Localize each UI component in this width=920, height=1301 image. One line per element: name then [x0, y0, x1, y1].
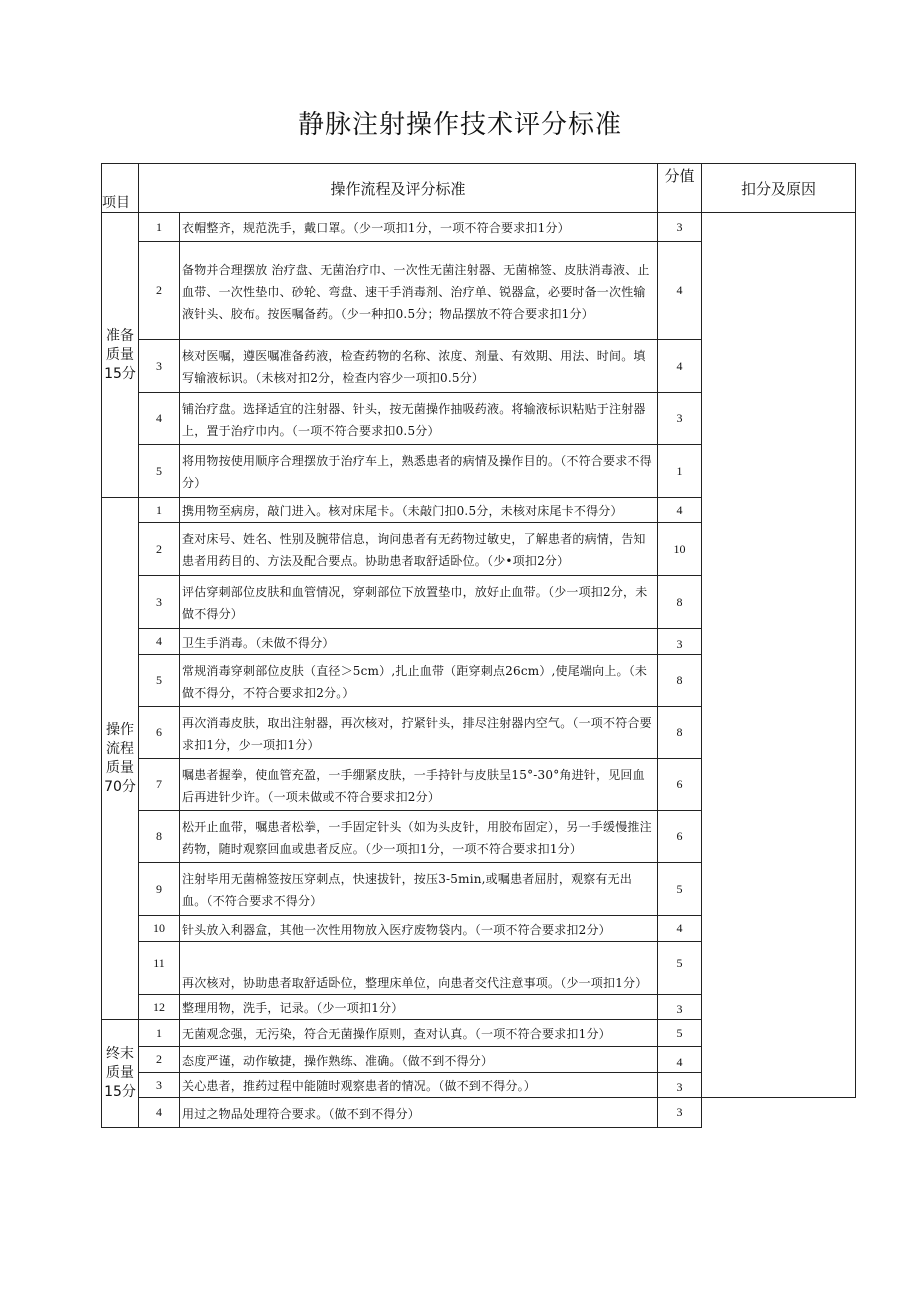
row-score: 4 — [658, 242, 702, 340]
row-number: 5 — [139, 655, 180, 707]
row-criteria: 无菌观念强，无污染，符合无菌操作原则，查对认真。（一项不符合要求扣1分） — [180, 1020, 658, 1047]
row-criteria: 关心患者，推药过程中能随时观察患者的情况。（做不到不得分。） — [180, 1073, 658, 1098]
row-criteria: 核对医嘱，遵医嘱准备药液，检查药物的名称、浓度、剂量、有效期、用法、时间。填写输液标识。（未核对扣2分，检查内容少一项扣0.5分） — [180, 340, 658, 393]
row-criteria: 将用物按使用顺序合理摆放于治疗车上，熟悉患者的病情及操作目的。（不符合要求不得分） — [180, 445, 658, 498]
row-criteria: 松开止血带，嘱患者松拳，一手固定针头（如为头皮针，用胶布固定），另一手缓慢推注药物，随时观察回血或患者反应。（少一项扣1分，一项不符合要求扣1分） — [180, 811, 658, 863]
row-score: 4 — [658, 340, 702, 393]
row-number: 12 — [139, 995, 180, 1020]
row-score: 5 — [658, 863, 702, 916]
row-score: 4 — [658, 916, 702, 942]
row-criteria: 评估穿刺部位皮肤和血管情况，穿刺部位下放置垫巾，放好止血带。（少一项扣2分，未做不得分） — [180, 576, 658, 629]
row-criteria: 备物并合理摆放 治疗盘、无菌治疗巾、一次性无菌注射器、无菌棉签、皮肤消毒液、止血带、一次性垫巾、砂轮、弯盘、速干手消毒剂、治疗单、锐器盒，必要时备一次性输液针头、胶布。按医嘱备药。（少一种扣0.5分；物品摆放不符合要求扣1分） — [180, 242, 658, 340]
row-number: 7 — [139, 759, 180, 811]
row-number: 1 — [139, 498, 180, 523]
row-number: 2 — [139, 523, 180, 576]
scoring-table — [101, 163, 856, 1128]
section-label-final: 终末质量15分 — [102, 1020, 139, 1128]
section-label-preparation: 准备质量15分 — [102, 213, 139, 498]
row-criteria: 常规消毒穿刺部位皮肤（直径＞5cm）,扎止血带（距穿刺点26cm）,使尾端向上。（未做不得分，不符合要求扣2分。） — [180, 655, 658, 707]
row-criteria: 携用物至病房，敲门进入。核对床尾卡。（未敲门扣0.5分，未核对床尾卡不得分） — [180, 498, 658, 523]
row-number: 6 — [139, 707, 180, 759]
row-criteria: 注射毕用无菌棉签按压穿刺点，快速拔针，按压3-5min,或嘱患者屈肘，观察有无出血。（不符合要求不得分） — [180, 863, 658, 916]
row-score: 5 — [658, 942, 702, 995]
row-number: 3 — [139, 340, 180, 393]
row-criteria: 卫生手消毒。（未做不得分） — [180, 629, 658, 655]
row-criteria: 衣帽整齐，规范洗手，戴口罩。（少一项扣1分，一项不符合要求扣1分） — [180, 213, 658, 242]
row-score: 3 — [658, 1073, 702, 1098]
row-score: 3 — [658, 213, 702, 242]
row-score: 6 — [658, 759, 702, 811]
header-reason: 扣分及原因 — [702, 164, 856, 213]
row-number: 10 — [139, 916, 180, 942]
deduction-reason-cell — [702, 213, 856, 1098]
header-score: 分值 — [658, 164, 702, 213]
row-number: 5 — [139, 445, 180, 498]
row-number: 3 — [139, 1073, 180, 1098]
row-criteria: 查对床号、姓名、性别及腕带信息，询问患者有无药物过敏史，了解患者的病情，告知患者用药目的、方法及配合要点。协助患者取舒适卧位。（少•项扣2分） — [180, 523, 658, 576]
row-criteria: 整理用物，洗手，记录。（少一项扣1分） — [180, 995, 658, 1020]
row-score: 8 — [658, 707, 702, 759]
row-score: 3 — [658, 393, 702, 445]
row-number: 11 — [139, 942, 180, 995]
row-number: 1 — [139, 1020, 180, 1047]
header-process: 操作流程及评分标准 — [139, 164, 658, 213]
row-number: 9 — [139, 863, 180, 916]
page-title: 静脉注射操作技术评分标准 — [297, 110, 622, 140]
row-number: 4 — [139, 629, 180, 655]
row-score: 8 — [658, 655, 702, 707]
row-score: 1 — [658, 445, 702, 498]
row-criteria: 铺治疗盘。选择适宜的注射器、针头，按无菌操作抽吸药液。将输液标识粘贴于注射器上，置于治疗巾内。（一项不符合要求扣0.5分） — [180, 393, 658, 445]
row-number: 8 — [139, 811, 180, 863]
row-number: 1 — [139, 213, 180, 242]
row-score: 4 — [658, 498, 702, 523]
row-number: 2 — [139, 242, 180, 340]
table-row — [102, 1098, 856, 1128]
row-score: 3 — [658, 629, 702, 655]
row-score: 10 — [658, 523, 702, 576]
row-criteria: 再次消毒皮肤，取出注射器，再次核对，拧紧针头，排尽注射器内空气。（一项不符合要求扣1分，少一项扣1分） — [180, 707, 658, 759]
header-item: 项目 — [102, 164, 139, 213]
row-number: 4 — [139, 1098, 180, 1128]
row-criteria: 态度严谨，动作敏捷，操作熟练、准确。（做不到不得分） — [180, 1047, 658, 1073]
table-header-row — [102, 164, 856, 213]
row-criteria: 再次核对，协助患者取舒适卧位，整理床单位，向患者交代注意事项。（少一项扣1分） — [180, 942, 658, 995]
row-score: 4 — [658, 1047, 702, 1073]
row-score: 3 — [658, 1098, 702, 1128]
table-row — [102, 213, 856, 242]
row-number: 3 — [139, 576, 180, 629]
row-score: 5 — [658, 1020, 702, 1047]
section-label-process: 操作流程质量70分 — [102, 498, 139, 1020]
row-score: 6 — [658, 811, 702, 863]
row-criteria: 嘱患者握拳，使血管充盈，一手绷紧皮肤，一手持针与皮肤呈15°-30°角进针，见回血后再进针少许。（一项未做或不符合要求扣2分） — [180, 759, 658, 811]
row-score: 8 — [658, 576, 702, 629]
row-score: 3 — [658, 995, 702, 1020]
row-criteria: 针头放入利器盒，其他一次性用物放入医疗废物袋内。（一项不符合要求扣2分） — [180, 916, 658, 942]
row-criteria: 用过之物品处理符合要求。（做不到不得分） — [180, 1098, 658, 1128]
row-number: 4 — [139, 393, 180, 445]
row-number: 2 — [139, 1047, 180, 1073]
